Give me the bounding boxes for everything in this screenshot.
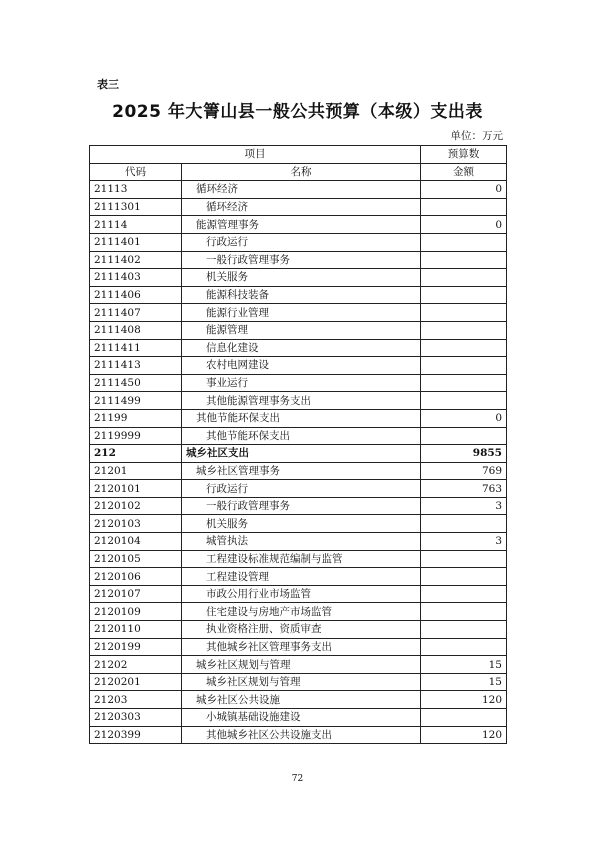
row-name: 城乡社区公共设施 — [182, 691, 421, 709]
row-code: 2120105 — [90, 550, 182, 568]
table-row — [90, 286, 507, 304]
row-name: 工程建设标准规范编制与监管 — [182, 550, 421, 568]
row-amount: 769 — [421, 462, 507, 480]
page-number: 72 — [291, 774, 304, 784]
row-amount — [421, 269, 507, 287]
row-amount — [421, 357, 507, 375]
table-row — [90, 269, 507, 287]
row-name: 农村电网建设 — [182, 357, 421, 375]
row-code: 2111450 — [90, 374, 182, 392]
row-name: 执业资格注册、资质审查 — [182, 621, 421, 639]
row-code: 2111499 — [90, 392, 182, 410]
row-name: 能源管理事务 — [182, 216, 421, 234]
row-amount: 0 — [421, 181, 507, 199]
header-amount: 金额 — [421, 163, 507, 181]
header-budget: 预算数 — [421, 146, 507, 164]
header-row-top — [90, 146, 507, 164]
row-name: 一般行政管理事务 — [182, 251, 421, 269]
row-amount — [421, 251, 507, 269]
table-row — [90, 497, 507, 515]
row-code: 2111407 — [90, 304, 182, 322]
row-amount — [421, 321, 507, 339]
row-code: 2120104 — [90, 533, 182, 551]
row-amount — [421, 233, 507, 251]
row-amount — [421, 515, 507, 533]
row-code: 2120110 — [90, 621, 182, 639]
row-name: 行政运行 — [182, 233, 421, 251]
row-code: 2120201 — [90, 673, 182, 691]
page-title: 2025 年大箐山县一般公共预算（本级）支出表 — [112, 102, 483, 122]
row-code: 2119999 — [90, 427, 182, 445]
row-name: 其他能源管理事务支出 — [182, 392, 421, 410]
row-code: 2111413 — [90, 357, 182, 375]
row-name: 其他城乡社区管理事务支出 — [182, 638, 421, 656]
row-amount: 15 — [421, 673, 507, 691]
table-row — [90, 251, 507, 269]
row-amount: 0 — [421, 216, 507, 234]
row-name: 一般行政管理事务 — [182, 497, 421, 515]
row-code: 2120303 — [90, 709, 182, 727]
row-amount — [421, 198, 507, 216]
row-name: 行政运行 — [182, 480, 421, 498]
row-code: 21201 — [90, 462, 182, 480]
table-row — [90, 321, 507, 339]
row-amount — [421, 286, 507, 304]
row-name: 城乡社区管理事务 — [182, 462, 421, 480]
table-row — [90, 709, 507, 727]
row-amount: 763 — [421, 480, 507, 498]
row-code: 2120102 — [90, 497, 182, 515]
row-name: 循环经济 — [182, 198, 421, 216]
budget-table — [89, 145, 507, 744]
row-code: 21203 — [90, 691, 182, 709]
table-row — [90, 445, 507, 463]
row-code: 2120399 — [90, 726, 182, 744]
row-name: 循环经济 — [182, 181, 421, 199]
row-amount — [421, 304, 507, 322]
row-code: 2120107 — [90, 585, 182, 603]
row-name: 城乡社区规划与管理 — [182, 673, 421, 691]
table-row — [90, 480, 507, 498]
row-amount — [421, 550, 507, 568]
row-name: 能源行业管理 — [182, 304, 421, 322]
row-amount — [421, 621, 507, 639]
row-name: 城乡社区支出 — [182, 445, 421, 463]
header-row-sub — [90, 163, 507, 181]
table-row — [90, 691, 507, 709]
row-code: 2120106 — [90, 568, 182, 586]
table-header — [90, 146, 507, 181]
row-amount: 9855 — [421, 445, 507, 463]
table-row — [90, 374, 507, 392]
row-code: 2120103 — [90, 515, 182, 533]
table-row — [90, 462, 507, 480]
row-name: 能源科技装备 — [182, 286, 421, 304]
table-row — [90, 409, 507, 427]
row-amount: 120 — [421, 691, 507, 709]
table-row — [90, 603, 507, 621]
row-name: 其他节能环保支出 — [182, 427, 421, 445]
row-amount: 0 — [421, 409, 507, 427]
row-code: 2120109 — [90, 603, 182, 621]
table-row — [90, 216, 507, 234]
row-code: 2120101 — [90, 480, 182, 498]
table-row — [90, 550, 507, 568]
row-amount: 15 — [421, 656, 507, 674]
table-label: 表三 — [97, 78, 119, 91]
table-row — [90, 233, 507, 251]
row-code: 2111408 — [90, 321, 182, 339]
row-code: 2111401 — [90, 233, 182, 251]
row-name: 城乡社区规划与管理 — [182, 656, 421, 674]
row-amount — [421, 339, 507, 357]
table-row — [90, 585, 507, 603]
row-amount: 3 — [421, 533, 507, 551]
row-name: 小城镇基础设施建设 — [182, 709, 421, 727]
table-row — [90, 515, 507, 533]
row-name: 信息化建设 — [182, 339, 421, 357]
table-row — [90, 533, 507, 551]
table-row — [90, 357, 507, 375]
row-code: 2111403 — [90, 269, 182, 287]
row-amount — [421, 585, 507, 603]
table-row — [90, 198, 507, 216]
header-code: 代码 — [90, 163, 182, 181]
row-code: 2120199 — [90, 638, 182, 656]
row-amount: 120 — [421, 726, 507, 744]
row-name: 市政公用行业市场监管 — [182, 585, 421, 603]
row-code: 21202 — [90, 656, 182, 674]
row-code: 2111411 — [90, 339, 182, 357]
unit-label: 单位：万元 — [450, 130, 503, 142]
table-row — [90, 339, 507, 357]
table-row — [90, 181, 507, 199]
table-row — [90, 621, 507, 639]
row-name: 其他节能环保支出 — [182, 409, 421, 427]
row-amount — [421, 638, 507, 656]
row-amount — [421, 374, 507, 392]
row-code: 2111402 — [90, 251, 182, 269]
row-amount — [421, 568, 507, 586]
row-amount — [421, 709, 507, 727]
row-code: 212 — [90, 445, 182, 463]
row-code: 21199 — [90, 409, 182, 427]
row-code: 2111406 — [90, 286, 182, 304]
row-amount — [421, 427, 507, 445]
row-code: 21114 — [90, 216, 182, 234]
row-name: 工程建设管理 — [182, 568, 421, 586]
row-name: 城管执法 — [182, 533, 421, 551]
row-name: 机关服务 — [182, 515, 421, 533]
table-row — [90, 673, 507, 691]
header-project: 项目 — [90, 146, 421, 164]
row-name: 机关服务 — [182, 269, 421, 287]
row-amount: 3 — [421, 497, 507, 515]
row-name: 住宅建设与房地产市场监管 — [182, 603, 421, 621]
table-row — [90, 568, 507, 586]
row-name: 其他城乡社区公共设施支出 — [182, 726, 421, 744]
row-name: 能源管理 — [182, 321, 421, 339]
row-code: 21113 — [90, 181, 182, 199]
table-row — [90, 656, 507, 674]
table-body — [90, 181, 507, 744]
table-row — [90, 392, 507, 410]
header-name: 名称 — [182, 163, 421, 181]
row-amount — [421, 392, 507, 410]
row-name: 事业运行 — [182, 374, 421, 392]
table-row — [90, 638, 507, 656]
table-row — [90, 427, 507, 445]
row-amount — [421, 603, 507, 621]
table-row — [90, 304, 507, 322]
row-code: 2111301 — [90, 198, 182, 216]
table-row — [90, 726, 507, 744]
